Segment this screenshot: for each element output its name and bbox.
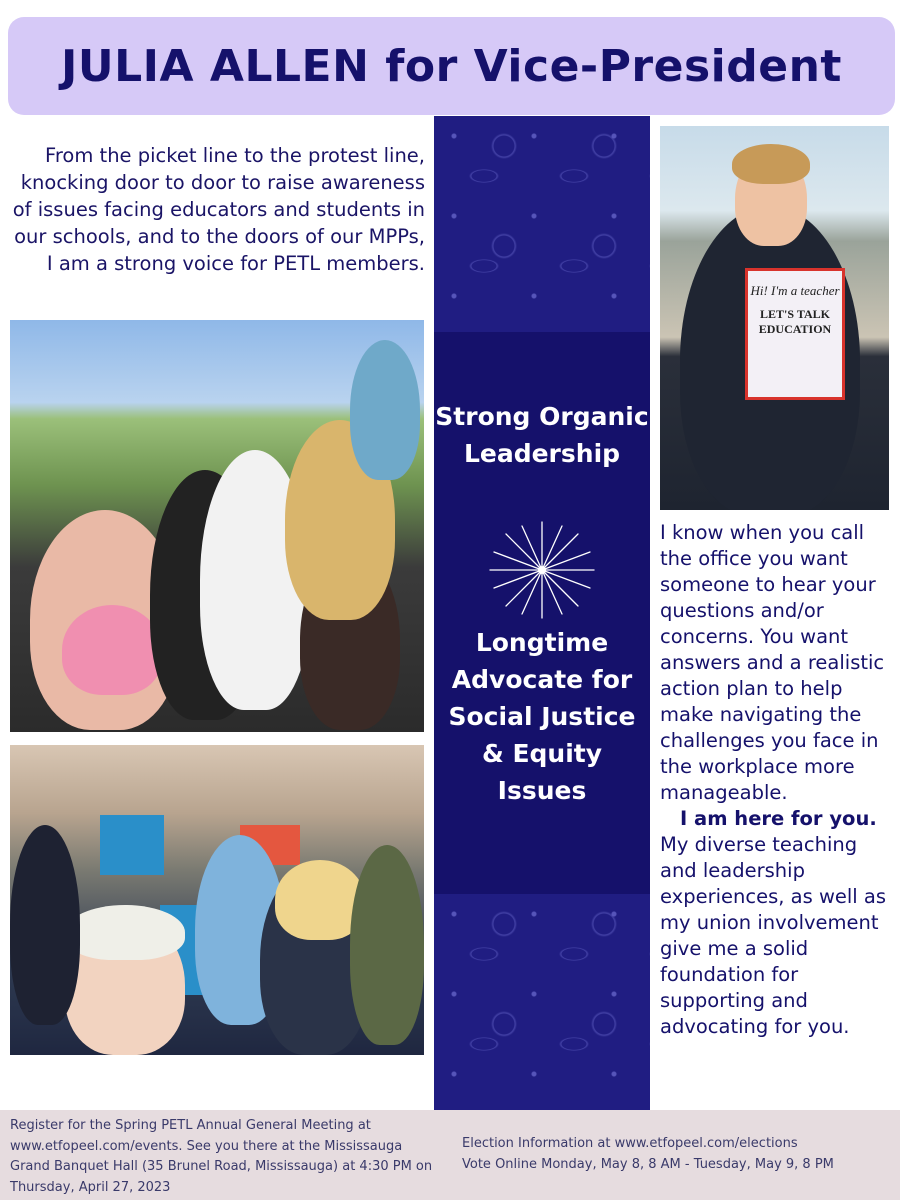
person-figure	[350, 845, 424, 1045]
mask-shape	[62, 605, 162, 695]
footer-election-line-1: Election Information at www.etfopeel.com/elections	[462, 1136, 798, 1151]
statement-paragraph-1: I know when you call the office you want someone to hear your questions and/or concerns. You want answers and a realistic action plan to help make navigating the challenges you face in the workplace more manageable.	[660, 521, 885, 804]
center-panel	[434, 116, 650, 1110]
intro-text: From the picket line to the protest line, knocking door to door to raise awareness of issues facing educators and students in our schools, and to the doors of our MPPs, I am a strong voice for PETL members.	[12, 144, 425, 275]
group-rally-photo	[10, 745, 424, 1055]
candidate-statement	[660, 520, 896, 1040]
header-banner	[8, 17, 895, 115]
footer-election-line-2: Vote Online Monday, May 8, 8 AM - Tuesday, May 9, 8 PM	[462, 1156, 834, 1172]
teacher-sign	[745, 268, 845, 400]
statement-emphasis: I am here for you.	[680, 807, 877, 830]
page-title: JULIA ALLEN for Vice-President	[61, 40, 842, 92]
floral-pattern	[434, 894, 650, 1110]
slogan-leadership: Strong Organic Leadership	[435, 402, 649, 468]
protest-selfie-photo	[10, 320, 424, 732]
floral-pattern	[434, 116, 650, 332]
footer-meeting-info: Register for the Spring PETL Annual General Meeting at www.etfopeel.com/events. See you there at the Mississauga Grand Banquet Hall (35 Brunel Road, Mississauga) at 4:30 PM on Thursday, April 27, 2023	[10, 1118, 433, 1195]
rally-sign	[100, 815, 164, 875]
candidate-portrait-photo	[660, 126, 889, 510]
person-figure	[350, 340, 420, 480]
person-figure	[732, 144, 810, 184]
footer-election-info	[462, 1134, 892, 1175]
knit-hat-shape	[65, 905, 185, 960]
statement-paragraph-2: My diverse teaching and leadership experiences, as well as my union involvement give me a solid foundation for supporting and advocating for you.	[660, 833, 887, 1038]
sign-line-2: LET'S TALK EDUCATION	[758, 307, 832, 336]
sign-line-1: Hi! I'm a teacher	[750, 283, 840, 298]
slogan-advocate: Longtime Advocate for Social Justice & Equity Issues	[448, 628, 636, 805]
footer	[0, 1110, 900, 1200]
person-figure	[10, 825, 80, 1025]
starburst-icon	[486, 520, 598, 620]
